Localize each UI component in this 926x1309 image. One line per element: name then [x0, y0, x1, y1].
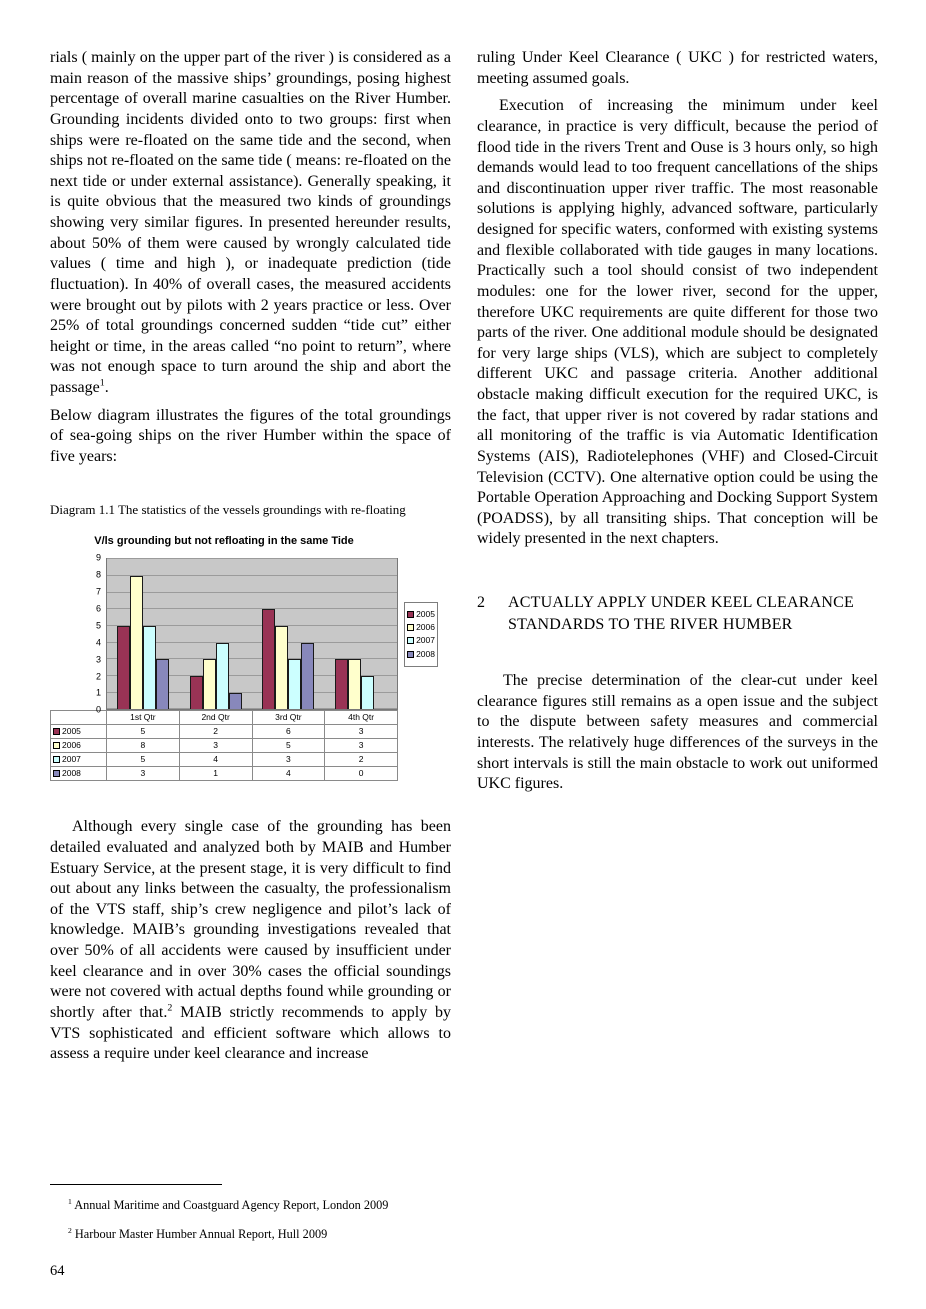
legend-label: 2006	[416, 621, 435, 632]
category-label: 4th Qtr	[325, 711, 398, 725]
y-axis-label: 1	[95, 687, 101, 698]
paragraph-ukc-ruling: ruling Under Keel Clearance ( UKC ) for restricted waters, meeting assumed goals.	[477, 49, 878, 87]
series-swatch	[53, 756, 60, 763]
footnote-area	[50, 1184, 450, 1243]
footnote-ref-2: 2	[167, 1002, 173, 1014]
bar-2005-1st-qtr	[117, 626, 130, 709]
y-axis-label: 2	[95, 671, 101, 682]
series-swatch	[53, 770, 60, 777]
legend-entry-2008	[407, 650, 435, 659]
legend-label: 2007	[416, 635, 435, 646]
bar-2007-2nd-qtr	[216, 643, 229, 710]
category-label: 1st Qtr	[107, 711, 180, 725]
bar-2007-3rd-qtr	[288, 659, 301, 709]
series-name: 2007	[62, 754, 81, 765]
paragraph-text: .	[104, 379, 109, 396]
legend-label: 2008	[416, 648, 435, 659]
series-swatch	[53, 742, 60, 749]
value-cell: 5	[107, 725, 180, 739]
value-cell: 0	[325, 767, 398, 781]
y-axis-label: 5	[95, 620, 101, 631]
legend-swatch	[407, 637, 414, 644]
paragraph-text: Although every single case of the grounding has been detailed evaluated and analyzed both by MAIB and Humber Estuary Service, at the present stage, it is very difficult to find out about any links between the casualty, the professionalism of the VTS staff, ship’s crew negligence and pilot’s lack of knowledge. MAIB’s grounding investigations revealed that over 50% of all accidents were caused by insufficient under keel clearance and in over 30% cases the official soundings were not covered with actual depths found while grounding or shortly after that.	[50, 818, 451, 1021]
bar-groups	[107, 559, 397, 709]
bar-2006-3rd-qtr	[275, 626, 288, 709]
value-cell: 2	[179, 725, 252, 739]
value-cell: 3	[179, 739, 252, 753]
paragraph-maib-analysis	[50, 817, 451, 1065]
value-cell: 5	[252, 739, 325, 753]
y-axis-label: 4	[95, 637, 101, 648]
category-label: 2nd Qtr	[179, 711, 252, 725]
value-cell: 8	[107, 739, 180, 753]
right-column	[477, 48, 878, 795]
bar-2007-1st-qtr	[143, 626, 156, 709]
bar-group-3rd-qtr	[252, 559, 325, 709]
chart-plot	[106, 558, 398, 710]
section-title: ACTUALLY APPLY UNDER KEEL CLEARANCE STANDARDS TO THE RIVER HUMBER	[508, 594, 855, 633]
series-header-cell	[51, 767, 107, 781]
value-cell: 4	[179, 753, 252, 767]
legend-entry-2005	[407, 610, 435, 619]
page-number: 64	[50, 1263, 65, 1279]
chart-title: V/ls grounding but not refloating in the same Tide	[94, 535, 354, 548]
left-column	[50, 48, 451, 1065]
bar-2007-4th-qtr	[361, 676, 374, 709]
bar-2006-4th-qtr	[348, 659, 361, 709]
bar-2008-3rd-qtr	[301, 643, 314, 710]
value-cell: 6	[252, 725, 325, 739]
series-header-cell	[51, 725, 107, 739]
series-label	[53, 768, 104, 779]
bar-2005-3rd-qtr	[262, 609, 275, 709]
category-label: 3rd Qtr	[252, 711, 325, 725]
value-cell: 1	[179, 767, 252, 781]
value-cell: 3	[252, 753, 325, 767]
paragraph-groundings-overview	[50, 48, 451, 399]
series-row-2005	[51, 725, 398, 739]
value-cell: 2	[325, 753, 398, 767]
y-axis-label: 8	[95, 569, 101, 580]
y-axis-label: 9	[95, 552, 101, 563]
series-header-cell	[51, 739, 107, 753]
value-cell: 5	[107, 753, 180, 767]
paragraph-text: MAIB strictly recommends to apply by VTS sophisticated and efficient software which allows to assess a require under keel clearance and increase	[50, 1003, 451, 1063]
bar-2005-2nd-qtr	[190, 676, 203, 709]
chart-y-axis	[50, 552, 106, 715]
paragraph-precise-determination: The precise determination of the clear-cut under keel clearance figures still remains as a open issue and the subject to the dispute between safety measures and commercial interests. The relatively huge differences of the surveys in the short intervals is still the main obstacle to work out uniformed UKC figures.	[477, 672, 878, 793]
section-number: 2	[477, 594, 485, 611]
bar-2008-2nd-qtr	[229, 693, 242, 710]
footnote-marker: 2	[68, 1225, 72, 1235]
paragraph-execution: Execution of increasing the minimum under keel clearance, in practice is very difficult, because the period of flood tide in the rivers Trent and Ouse is 3 hours only, so high demands would lead to too frequent cancellations of the ships and discontinuation upper river traffic. The most reasonable solutions is applying highly, advanced software, particularly designed for specific waters, conformed with existing systems and flexible collaborated with tide gauges in many locations. Practically such a tool should consist of two independent modules: one for the lower river, second for the upper, therefore UKC requirements are quite different for those two parts of the river. One additional module should be designated for very large ships (VLS), which are subject to completely different UKC and passage criteria. Another additional obstacle making difficult execution for the required UKC, is the fact, that upper river is not covered by radar stations and all monitoring of the traffic is via Automatic Identification Systems (AIS), Radiotelephones (VHF) and Closed-Circuit Television (CCTV). One alternative option could be using the Portable Operation Approaching and Docking Support System (POADSS), by all transiting ships. That conception will be widely presented in the next chapters.	[477, 97, 878, 548]
bar-2008-1st-qtr	[156, 659, 169, 709]
legend-swatch	[407, 611, 414, 618]
category-header-row	[51, 711, 398, 725]
y-axis-label: 7	[95, 586, 101, 597]
series-row-2006	[51, 739, 398, 753]
y-axis-label: 0	[95, 704, 101, 715]
bar-2006-2nd-qtr	[203, 659, 216, 709]
legend-swatch	[407, 624, 414, 631]
y-axis-label: 3	[95, 654, 101, 665]
series-header-cell	[51, 753, 107, 767]
series-name: 2006	[62, 740, 81, 751]
footnote-text: Harbour Master Humber Annual Report, Hull 2009	[74, 1226, 328, 1241]
footnote-separator	[50, 1184, 222, 1185]
series-row-2008	[51, 767, 398, 781]
paragraph-text: rials ( mainly on the upper part of the river ) is considered as a main reason of the massive ships’ groundings, posing highest percentage of overall marine casualties on the River Humber. Grounding incidents divided onto to two groups: first when ships were re-floated on the same tide and the second, when ships not re-floated on the same tide ( means: re-floated on the next tide or under external assistance). Generally speaking, it is quite obvious that the measured two kinds of groundings showing very similar figures. In presented hereunder results, about 50% of them were caused by wrongly calculated tide values ( time and high ), or inadequate prediction (tide fluctuation). In 40% of overall cases, the measured accidents were brought out by pilots with 2 years practice or less. Over 25% of total groundings concerned sudden “tide cut” either height or time, in the areas called “no point to return”, where was not enough space to turn around the ship and abort the passage	[50, 49, 451, 396]
diagram-caption: Diagram 1.1 The statistics of the vessels groundings with re-floating	[50, 501, 406, 517]
footnote-2	[50, 1227, 450, 1243]
footnote-marker: 1	[68, 1196, 72, 1206]
legend-label: 2005	[416, 608, 435, 619]
chart-data-table	[50, 710, 398, 781]
bar-group-2nd-qtr	[180, 559, 253, 709]
series-row-2007	[51, 753, 398, 767]
chart-plot-row	[50, 552, 438, 715]
bar-2005-4th-qtr	[335, 659, 348, 709]
value-cell: 3	[325, 739, 398, 753]
legend-entry-2007	[407, 636, 435, 645]
value-cell: 3	[325, 725, 398, 739]
series-label	[53, 740, 104, 751]
bar-group-1st-qtr	[107, 559, 180, 709]
paragraph-diagram-intro: Below diagram illustrates the figures of the total groundings of sea-going ships on the river Humber within the space of five years:	[50, 406, 451, 465]
bar-2006-1st-qtr	[130, 576, 143, 709]
footnote-ref-1: 1	[99, 377, 105, 389]
chart	[50, 534, 438, 781]
chart-legend	[404, 602, 438, 667]
value-cell: 4	[252, 767, 325, 781]
series-label	[53, 726, 104, 737]
section-heading	[477, 592, 878, 635]
value-cell: 3	[107, 767, 180, 781]
footnote-text: Annual Maritime and Coastguard Agency Report, London 2009	[74, 1198, 389, 1212]
series-swatch	[53, 728, 60, 735]
series-name: 2005	[62, 726, 81, 737]
legend-entry-2006	[407, 623, 435, 632]
series-label	[53, 754, 104, 765]
y-axis-label: 6	[95, 603, 101, 614]
bar-group-4th-qtr	[325, 559, 398, 709]
series-name: 2008	[62, 768, 81, 779]
chart-legend-wrap	[398, 558, 438, 710]
legend-swatch	[407, 651, 414, 658]
footnote-1	[50, 1198, 450, 1214]
